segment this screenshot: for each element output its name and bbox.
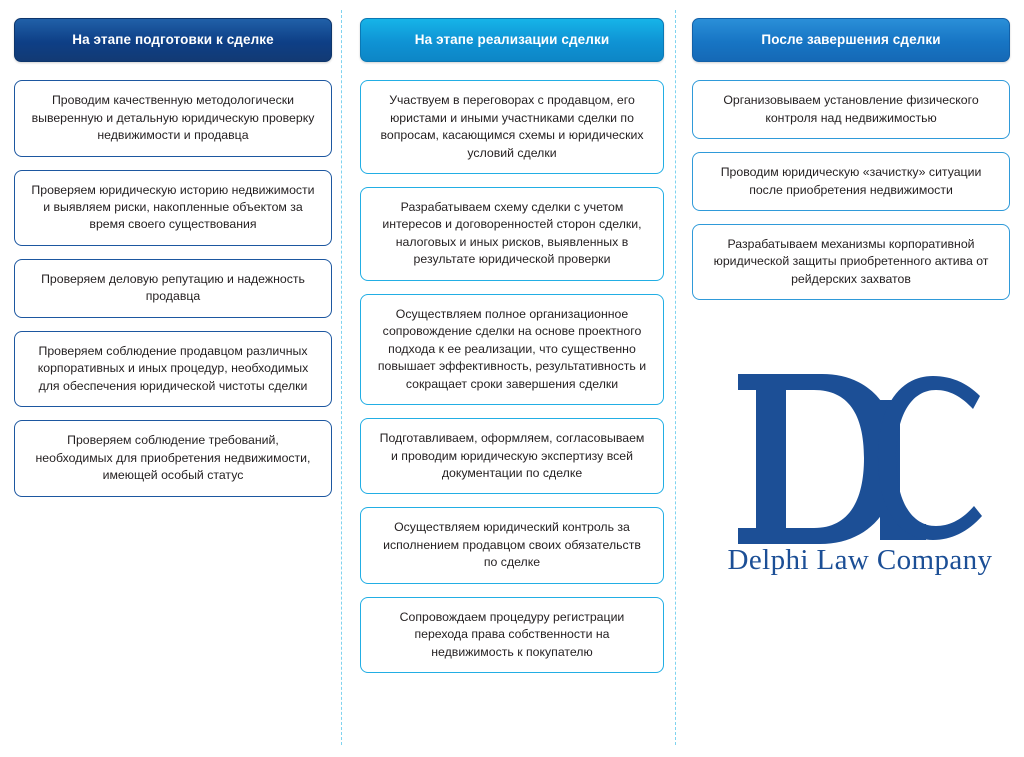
list-item: Проверяем соблюдение требований, необходимых для приобретения недвижимости, имеющей особый статус bbox=[14, 420, 332, 496]
list-item: Разрабатываем схему сделки с учетом интересов и договоренностей сторон сделки, налоговых и иных рисков, выявленных в результате юридической проверки bbox=[360, 187, 664, 281]
list-item: Проверяем деловую репутацию и надежность продавца bbox=[14, 259, 332, 318]
list-item: Осуществляем полное организационное сопровождение сделки на основе проектного подхода к ее реализации, что существенно повышает эффективность, результативность и сокращает сроки завершения сделки bbox=[360, 294, 664, 405]
list-item: Организовываем установление физического контроля над недвижимостью bbox=[692, 80, 1010, 139]
list-item: Проводим качественную методологически выверенную и детальную юридическую проверку недвижимости и продавца bbox=[14, 80, 332, 156]
list-item: Подготавливаем, оформляем, согласовываем и проводим юридическую экспертизу всей документации по сделке bbox=[360, 418, 664, 494]
list-item: Проводим юридическую «зачистку» ситуации после приобретения недвижимости bbox=[692, 152, 1010, 211]
list-item: Осуществляем юридический контроль за исполнением продавцом своих обязательств по сделке bbox=[360, 507, 664, 583]
column-execution bbox=[346, 18, 678, 686]
list-item: Проверяем соблюдение продавцом различных корпоративных и иных процедур, необходимых для обеспечения юридической чистоты сделки bbox=[14, 331, 332, 407]
list-item: Сопровождаем процедуру регистрации перехода права собственности на недвижимость к покупателю bbox=[360, 597, 664, 673]
list-item: Разрабатываем механизмы корпоративной юридической защиты приобретенного актива от рейдерских захватов bbox=[692, 224, 1010, 300]
company-name: Delphi Law Company bbox=[727, 544, 993, 576]
column-post-deal bbox=[678, 18, 1010, 313]
column-preparation bbox=[14, 18, 346, 510]
list-item: Участвуем в переговорах с продавцом, его юристами и иными участниками сделки по вопросам, касающимся схемы и юридических условий сделки bbox=[360, 80, 664, 174]
company-logo bbox=[700, 360, 1020, 577]
column-header-preparation: На этапе подготовки к сделке bbox=[14, 18, 332, 62]
dlc-monogram-icon bbox=[730, 360, 990, 550]
list-item: Проверяем юридическую историю недвижимости и выявляем риски, накопленные объектом за время своего существования bbox=[14, 170, 332, 246]
column-header-post-deal: После завершения сделки bbox=[692, 18, 1010, 62]
column-header-execution: На этапе реализации сделки bbox=[360, 18, 664, 62]
